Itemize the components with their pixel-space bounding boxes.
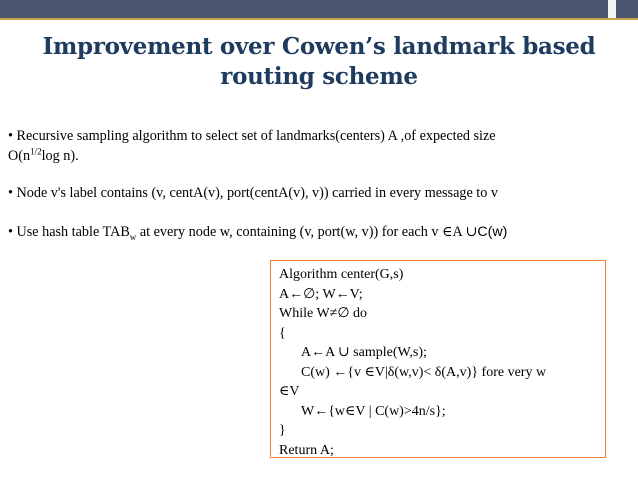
algorithm-close-brace: }: [279, 423, 286, 438]
bullet-label: • Node v's label contains (v, centA(v), port(centA(v), v)) carried in every message to v: [8, 185, 498, 201]
algorithm-header: Algorithm center(G,s): [279, 267, 404, 282]
hash-table-prefix: • Use hash table TAB: [8, 224, 130, 240]
algorithm-while: While W≠∅ do: [279, 306, 368, 321]
hash-table-subscript: w: [129, 231, 137, 242]
banner-accent-line: [0, 18, 638, 20]
title-line-1: Improvement over Cowen’s landmark based: [42, 33, 596, 60]
algorithm-return: Return A;: [279, 442, 334, 458]
bullet-hash-table: [8, 222, 632, 242]
banner-notch: [608, 0, 616, 18]
complexity-prefix: O(n: [8, 148, 31, 164]
title-line-2: routing scheme: [220, 63, 418, 90]
bullet-sampling-line-2: [8, 146, 632, 166]
top-banner: [0, 0, 638, 18]
algorithm-open-brace: {: [279, 325, 286, 341]
hash-table-middle: at every node w, containing (v, port(w, v)) for each v ∈A ∪: [136, 224, 478, 240]
algorithm-sample-step: A←A ∪ sample(W,s);: [301, 345, 427, 360]
bullet-sampling: [8, 126, 632, 166]
hash-table-cluster: C(w): [477, 224, 508, 240]
algorithm-box: [270, 260, 606, 458]
algorithm-init: A←∅; W←V;: [279, 286, 363, 302]
algorithm-cluster-step-cont: ∈V: [279, 384, 300, 399]
slide-title: [0, 32, 638, 92]
complexity-suffix: log n).: [41, 148, 79, 164]
complexity-exponent: 1/2: [30, 146, 42, 157]
algorithm-update-step: W←{w∈V | C(w)>4n/s};: [301, 403, 446, 419]
bullet-sampling-line-1: • Recursive sampling algorithm to select set of landmarks(centers) A ,of expected size: [8, 128, 496, 144]
algorithm-cluster-step: C(w) ←{v ∈V|δ(w,v)< δ(A,v)} fore very w: [301, 364, 547, 380]
